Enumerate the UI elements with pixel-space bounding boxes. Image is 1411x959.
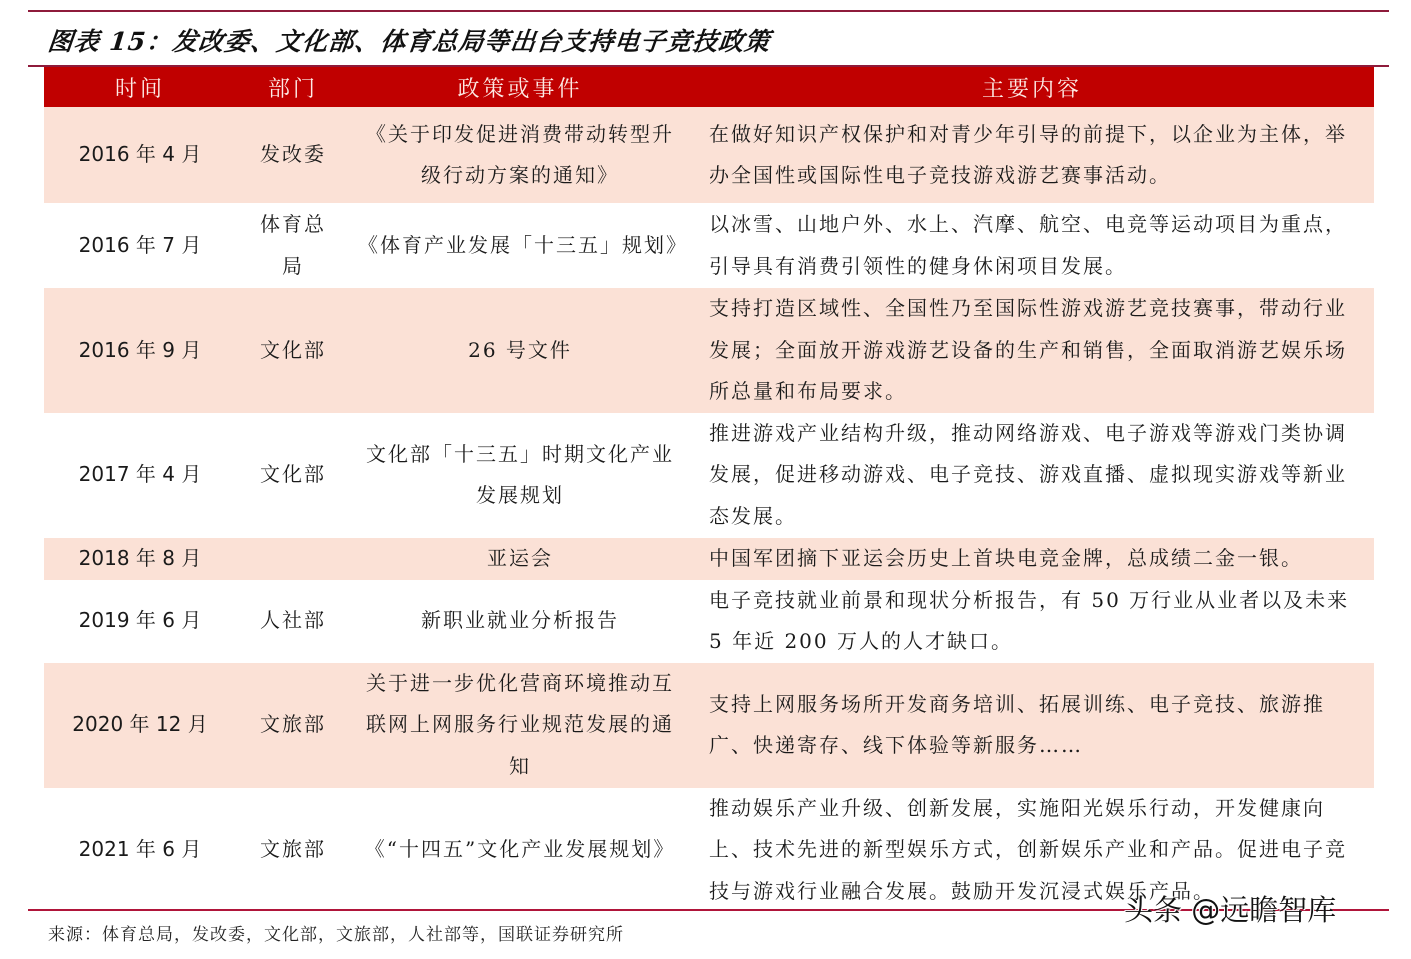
table-row (44, 413, 1374, 538)
header-content: 主要内容 (690, 67, 1374, 107)
source-note: 来源：体育总局，发改委，文化部，文旅部，人社部等，国联证券研究所 (48, 925, 624, 945)
cell-content: 在做好知识产权保护和对青少年引导的前提下，以企业为主体，举办全国性或国际性电子竞技游戏游艺赛事活动。 (690, 107, 1374, 203)
top-rule (28, 10, 1389, 12)
watermark: 头条 @远瞻智库 (1124, 893, 1337, 927)
cell-date: 2016 年 7 月 (78, 232, 202, 257)
cell-dept: 发改委 (236, 107, 350, 203)
cell-content: 支持上网服务场所开发商务培训、拓展训练、电子竞技、旅游推广、快递寄存、线下体验等新服务…… (690, 663, 1374, 788)
cell-dept: 文旅部 (236, 663, 350, 788)
cell-date: 2018 年 8 月 (44, 538, 236, 580)
cell-content: 推进游戏产业结构升级，推动网络游戏、电子游戏等游戏门类协调发展，促进移动游戏、电子竞技、游戏直播、虚拟现实游戏等新业态发展。 (709, 420, 1347, 528)
table-row (44, 580, 1374, 663)
table-row (44, 538, 1374, 580)
cell-content: 支持打造区域性、全国性乃至国际性游戏游艺竞技赛事，带动行业发展；全面放开游戏游艺设备的生产和销售，全面取消游艺娱乐场所总量和布局要求。 (690, 288, 1374, 413)
cell-dept: 文旅部 (260, 837, 326, 861)
cell-policy: 亚运会 (350, 538, 690, 580)
figure-title: 图表 15：发改委、文化部、体育总局等出台支持电子竞技政策 (46, 27, 772, 56)
cell-content: 电子竞技就业前景和现状分析报告，有 50 万行业从业者以及未来 5 年近 200 万人的人才缺口。 (709, 587, 1350, 653)
cell-date: 2016 年 9 月 (44, 288, 236, 413)
cell-dept: 文化部 (260, 462, 326, 487)
cell-date: 2017 年 4 月 (78, 462, 202, 487)
cell-date: 2021 年 6 月 (78, 837, 202, 861)
cell-content: 推动娱乐产业升级、创新发展，实施阳光娱乐行动，开发健康向上、技术先进的新型娱乐方式，创新娱乐产业和产品。促进电子竞技与游戏行业融合发展。鼓励开发沉浸式娱乐产品。 (709, 795, 1347, 903)
table-header-row (44, 67, 1374, 107)
cell-content: 以冰雪、山地户外、水上、汽摩、航空、电竞等运动项目为重点，引导具有消费引领性的健身休闲项目发展。 (709, 212, 1347, 278)
table-row (44, 107, 1374, 203)
cell-dept: 文化部 (236, 288, 350, 413)
cell-date: 2020 年 12 月 (44, 663, 236, 788)
cell-policy: 新职业就业分析报告 (421, 608, 619, 633)
header-dept: 部门 (236, 67, 350, 107)
cell-dept: 人社部 (260, 608, 326, 633)
cell-date: 2016 年 4 月 (44, 107, 236, 203)
table-row (44, 663, 1374, 788)
header-policy: 政策或事件 (350, 67, 690, 107)
policy-table (44, 67, 1374, 912)
table-row (44, 288, 1374, 413)
cell-policy: 《体育产业发展「十三五」规划》 (358, 232, 688, 257)
cell-policy: 关于进一步优化营商环境推动互联网上网服务行业规范发展的通知 (350, 663, 690, 788)
cell-dept (236, 538, 350, 580)
table-row (44, 203, 1374, 288)
cell-policy: 文化部「十三五」时期文化产业发展规划 (366, 441, 674, 507)
cell-policy: 《关于印发促进消费带动转型升级行动方案的通知》 (350, 107, 690, 203)
header-time: 时间 (44, 67, 236, 107)
cell-date: 2019 年 6 月 (78, 608, 202, 633)
cell-dept: 体育总局 (260, 212, 326, 278)
cell-policy: 《“十四五”文化产业发展规划》 (364, 837, 676, 861)
cell-content: 中国军团摘下亚运会历史上首块电竞金牌，总成绩二金一银。 (690, 538, 1374, 580)
cell-policy: 26 号文件 (350, 288, 690, 413)
